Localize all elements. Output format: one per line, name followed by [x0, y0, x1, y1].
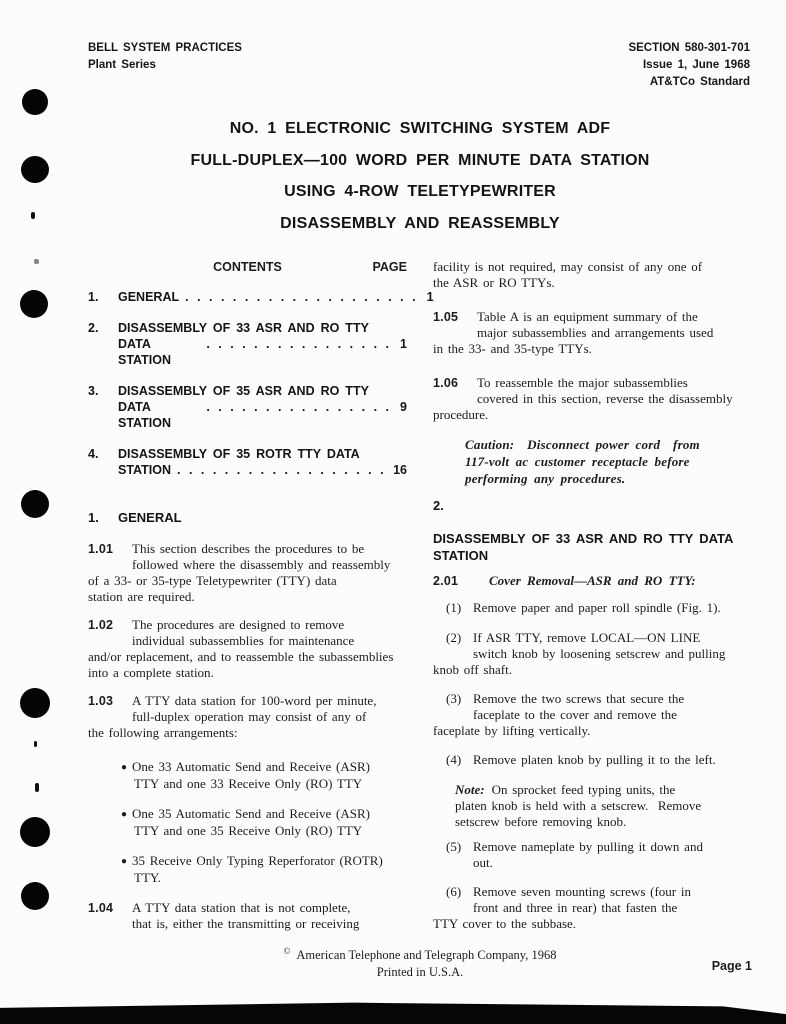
header-right: SECTION 580-301-701 Issue 1, June 1968 AT&TCo Standard [628, 42, 750, 88]
step-6 [433, 884, 755, 932]
page-title: NO. 1 ELECTRONIC SWITCHING SYSTEM ADF FULL-DUPLEX—100 WORD PER MINUTE DATA STATION USING 4-ROW TELETYPEWRITER DISASSEMBLY AND REASSEMBLY [190, 120, 650, 232]
toc-dot-leader: . . . . . . . . . . . . . . . . [206, 337, 389, 351]
scan-speck [31, 212, 35, 219]
page-number: Page 1 [711, 959, 752, 973]
step-text: Remove platen knob by pulling it to the left. [473, 752, 716, 767]
section-title: GENERAL [118, 510, 182, 525]
section-title: DISASSEMBLY OF 33 ASR AND RO TTY DATA STATION [433, 531, 734, 563]
paragraph-text: facility is not required, may consist of any one of the ASR or RO TTYs. [433, 259, 703, 290]
subheading-2-01 [433, 573, 755, 589]
printed-line: Printed in U.S.A. [376, 965, 464, 980]
toc-item-title: DISASSEMBLY OF 35 ASR AND RO TTY [118, 384, 369, 398]
toc-header [88, 259, 407, 275]
step-5 [433, 839, 755, 871]
footer [88, 943, 752, 981]
toc-item-title: DISASSEMBLY OF 33 ASR AND RO TTY [118, 321, 369, 335]
note-text: On sprocket feed typing units, the platen knob is held with a setscrew. Remove setscrew before removing knob. [455, 782, 702, 829]
bullet-text: One 33 Automatic Send and Receive (ASR) TTY and one 33 Receive Only (RO) TTY [132, 758, 370, 791]
bullet-item-35-asr [121, 806, 407, 839]
bullet-icon: ● [121, 761, 128, 773]
section-heading-general [88, 510, 407, 527]
right-column [433, 259, 755, 944]
toc-item-title2: DATA STATION [118, 400, 172, 430]
binder-hole [21, 490, 49, 518]
copyright-line [88, 943, 752, 964]
toc-contents-label: CONTENTS [213, 260, 282, 274]
scan-speck [34, 741, 37, 747]
paragraph-1-04 [88, 900, 407, 932]
toc-item-general [88, 289, 434, 305]
paragraph-1-03 [88, 693, 407, 741]
paragraph-text: A TTY data station for 100-word per minute, full-duplex operation may consist of any of the following arrangements: [88, 692, 377, 740]
bullet-item-rotr [121, 853, 407, 886]
paragraph-number: 2.01 [433, 574, 459, 588]
paragraph-1-01 [88, 541, 407, 605]
note-block [455, 782, 755, 830]
toc-item-title: GENERAL [118, 290, 180, 304]
caution-block [465, 436, 755, 487]
toc-item-number: 4. [88, 447, 99, 461]
section-heading-disassembly-33 [433, 498, 755, 564]
paragraph-number: 1.01 [88, 541, 114, 556]
scan-speck [35, 783, 39, 792]
toc-dot-leader: . . . . . . . . . . . . . . . . . . . . [185, 290, 416, 304]
section-number: 1. [88, 510, 99, 525]
paragraph-number: 1.04 [88, 900, 114, 915]
subheading-title: Cover Removal—ASR and RO TTY: [489, 573, 696, 588]
bullet-icon: ● [121, 808, 128, 820]
paragraph-text: To reassemble the major subassemblies covered in this section, reverse the disassembly procedure. [433, 375, 733, 422]
step-text: Remove paper and paper roll spindle (Fig. 1). [473, 600, 721, 615]
bullet-item-33-asr [121, 759, 407, 792]
toc-item-page: 9 [400, 400, 407, 414]
binder-hole [20, 817, 50, 847]
toc-item-disassembly-35 [88, 383, 407, 431]
bullet-text: One 35 Automatic Send and Receive (ASR) TTY and one 35 Receive Only (RO) TTY [132, 805, 370, 838]
paragraph-1-05 [433, 309, 755, 357]
toc-item-page: 1 [400, 337, 407, 351]
toc-item-title2: STATION [118, 463, 172, 477]
paragraph-number: 1.05 [433, 310, 459, 324]
left-column [88, 259, 434, 944]
toc-item-number: 2. [88, 321, 99, 335]
paragraph-number: 1.06 [433, 376, 459, 390]
step-text: Remove seven mounting screws (four in front and three in rear) that fasten the TTY cover to the subbase. [433, 884, 691, 931]
step-2 [433, 630, 755, 678]
toc-item-disassembly-33 [88, 320, 407, 368]
note-label: Note: [455, 782, 485, 797]
toc-item-disassembly-rotr [88, 446, 407, 478]
caution-text: Caution: Disconnect power cord from 117-volt ac customer receptacle before performing any procedures. [465, 437, 700, 486]
scan-edge-bar [0, 998, 786, 1024]
paragraph-number: 1.03 [88, 693, 114, 708]
step-number: (3) [446, 691, 462, 706]
step-1 [433, 600, 755, 616]
binder-hole [21, 156, 49, 183]
step-number: (4) [446, 752, 462, 767]
copyright-icon: © [283, 946, 291, 956]
toc-item-number: 3. [88, 384, 99, 398]
toc-item-title2: DATA STATION [118, 337, 172, 367]
step-4 [433, 752, 755, 768]
paragraph-1-04-continuation [433, 259, 755, 291]
toc-item-page: 16 [393, 463, 407, 477]
paragraph-text: The procedures are designed to remove individual subassemblies for maintenance and/or replacement, and to reassemble the subassemblies into a complete station. [88, 616, 394, 680]
toc-dot-leader: . . . . . . . . . . . . . . . . [206, 400, 389, 414]
toc-page-label: PAGE [372, 260, 407, 274]
binder-hole [22, 89, 48, 115]
paragraph-1-06 [433, 375, 755, 423]
scan-speck [34, 259, 39, 264]
copyright-text: American Telephone and Telegraph Company, 1968 [296, 948, 557, 963]
step-number: (5) [446, 839, 462, 854]
paragraph-text: This section describes the procedures to be followed where the disassembly and reassembly of a 33- or 35-type Teletypewriter (TTY) data station are required. [88, 540, 391, 604]
step-number: (1) [446, 600, 462, 615]
step-number: (6) [446, 884, 462, 899]
bullet-text: 35 Receive Only Typing Reperforator (ROTR) TTY. [132, 852, 383, 885]
section-number: 2. [433, 498, 444, 513]
header-left: BELL SYSTEM PRACTICES Plant Series [88, 42, 242, 71]
step-text: If ASR TTY, remove LOCAL—ON LINE switch knob by loosening setscrew and pulling knob off shaft. [433, 630, 726, 677]
step-3 [433, 691, 755, 739]
paragraph-text: A TTY data station that is not complete, that is, either the transmitting or receiving [132, 899, 360, 931]
paragraph-number: 1.02 [88, 617, 114, 632]
toc-item-number: 1. [88, 290, 99, 304]
paragraph-1-02 [88, 617, 407, 681]
step-text: Remove nameplate by pulling it down and out. [473, 839, 703, 870]
toc-item-title: DISASSEMBLY OF 35 ROTR TTY DATA [118, 447, 360, 461]
binder-hole [20, 290, 48, 318]
binder-hole [20, 688, 50, 718]
binder-hole [21, 882, 49, 910]
toc-dot-leader: . . . . . . . . . . . . . . . . . . [177, 463, 384, 477]
step-text: Remove the two screws that secure the faceplate to the cover and remove the faceplate by lifting vertically. [433, 691, 685, 738]
toc-item-page: 1 [426, 290, 434, 304]
paragraph-text: Table A is an equipment summary of the major subassemblies and arrangements used in the 33- and 35-type TTYs. [433, 309, 714, 356]
step-number: (2) [446, 630, 462, 645]
bullet-icon: ● [121, 855, 128, 867]
